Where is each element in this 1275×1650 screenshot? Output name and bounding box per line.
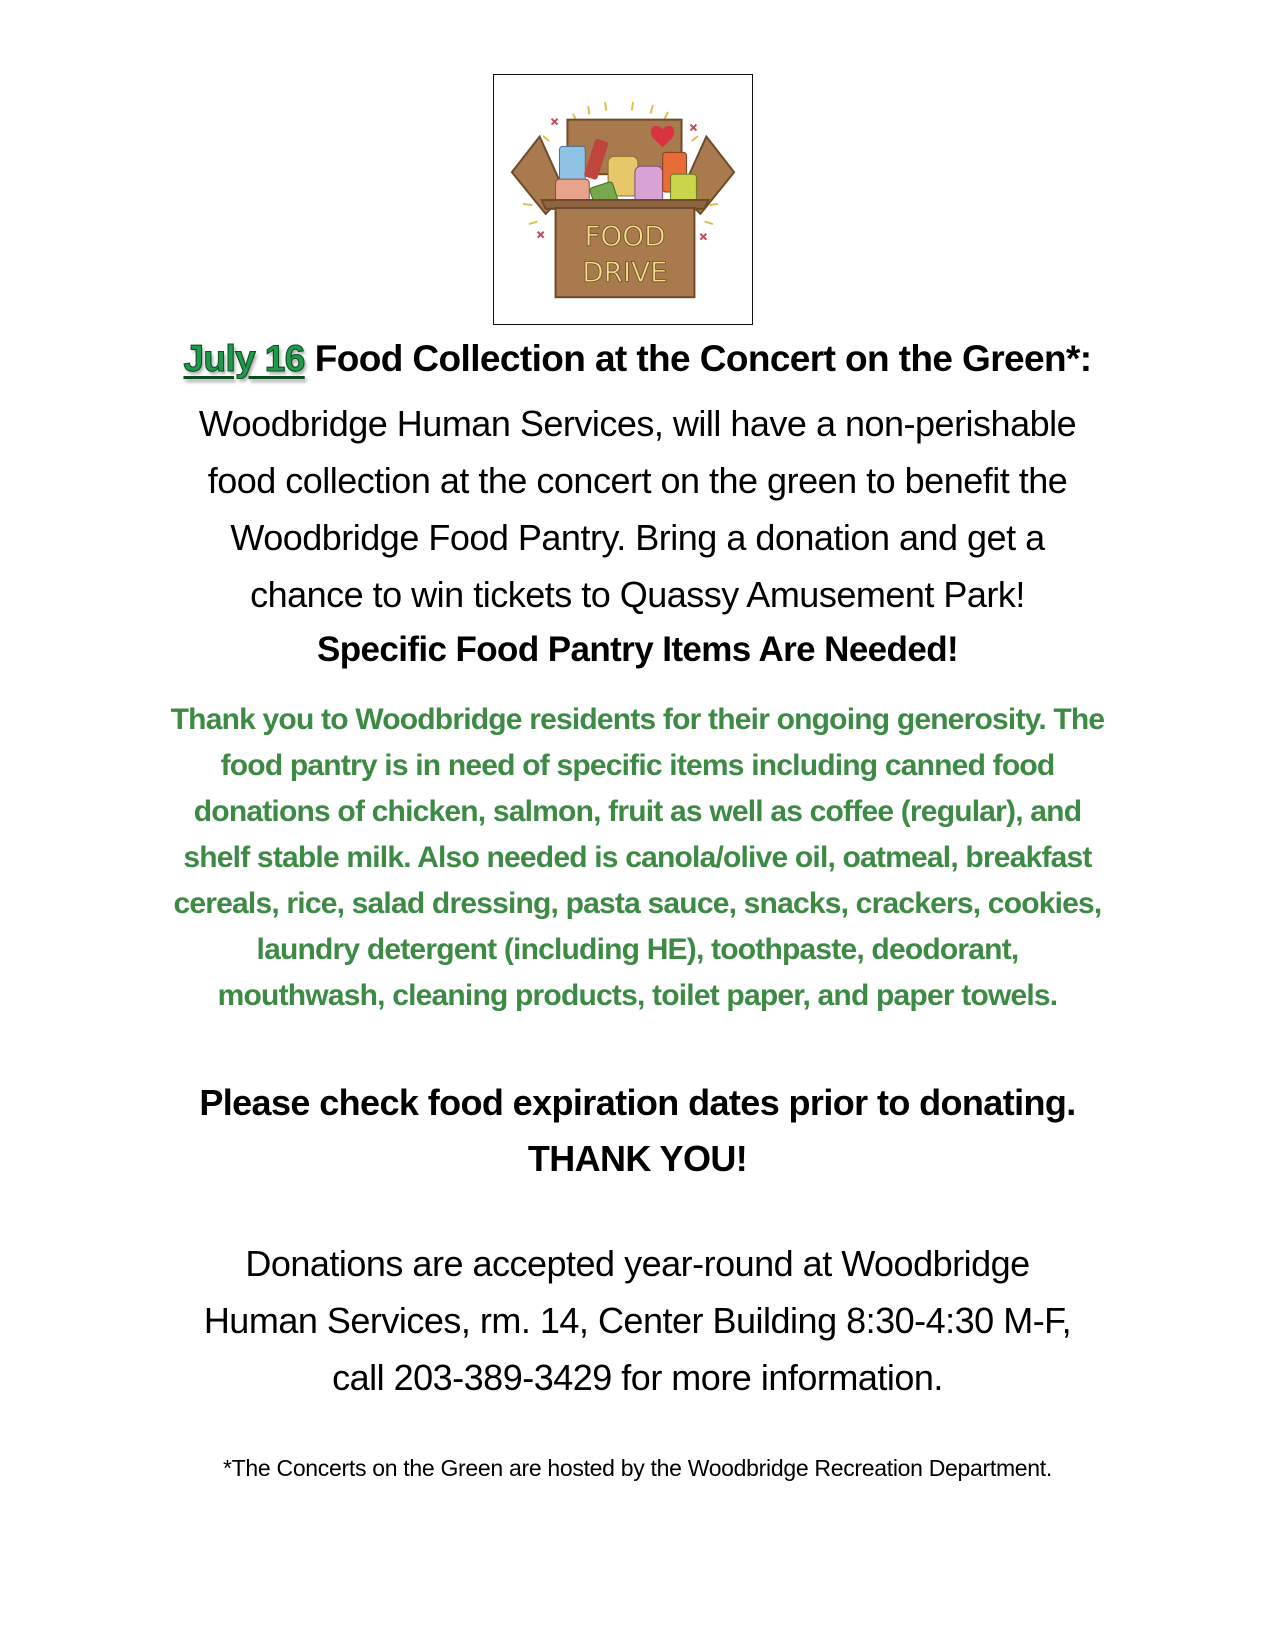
intro-paragraph (0, 395, 1275, 623)
donation-line: Donations are accepted year-round at Woodbridge (245, 1243, 1030, 1284)
headline-title: Food Collection at the Concert on the Green*: (314, 338, 1092, 379)
items-line: Thank you to Woodbridge residents for their ongoing generosity. The (170, 703, 1105, 736)
thank-you-text: THANK YOU! (527, 1138, 748, 1179)
items-line: food pantry is in need of specific items including canned food (220, 749, 1055, 782)
intro-line: chance to win tickets to Quassy Amusement Park! (250, 574, 1025, 615)
svg-text:FOOD: FOOD (584, 219, 666, 253)
items-line: cereals, rice, salad dressing, pasta sauce, snacks, crackers, cookies, (173, 887, 1102, 920)
event-date: July 16 (183, 338, 305, 379)
food-drive-logo (493, 74, 753, 325)
svg-text:DRIVE: DRIVE (582, 255, 668, 289)
food-drive-box-icon (494, 75, 752, 324)
items-needed-paragraph (0, 697, 1275, 1019)
intro-line: Woodbridge Human Services, will have a non-perishable (198, 403, 1077, 444)
donation-info (0, 1235, 1275, 1406)
items-line: laundry detergent (including HE), toothpaste, deodorant, (256, 933, 1019, 966)
donation-line: Human Services, rm. 14, Center Building 8:30-4:30 M-F, (203, 1300, 1072, 1341)
reminder-text: Please check food expiration dates prior to donating. (199, 1082, 1076, 1123)
items-line: mouthwash, cleaning products, toilet paper, and paper towels. (217, 979, 1058, 1012)
headline (0, 338, 1275, 380)
donation-line: call 203-389-3429 for more information. (332, 1357, 943, 1398)
footnote: *The Concerts on the Green are hosted by the Woodbridge Recreation Department. (223, 1455, 1052, 1481)
subheading: Specific Food Pantry Items Are Needed! (316, 630, 959, 669)
items-line: shelf stable milk. Also needed is canola/olive oil, oatmeal, breakfast (183, 841, 1092, 874)
intro-line: food collection at the concert on the green to benefit the (207, 460, 1068, 501)
expiration-reminder (0, 1075, 1275, 1187)
items-line: donations of chicken, salmon, fruit as well as coffee (regular), and (193, 795, 1082, 828)
intro-line: Woodbridge Food Pantry. Bring a donation and get a (230, 517, 1045, 558)
